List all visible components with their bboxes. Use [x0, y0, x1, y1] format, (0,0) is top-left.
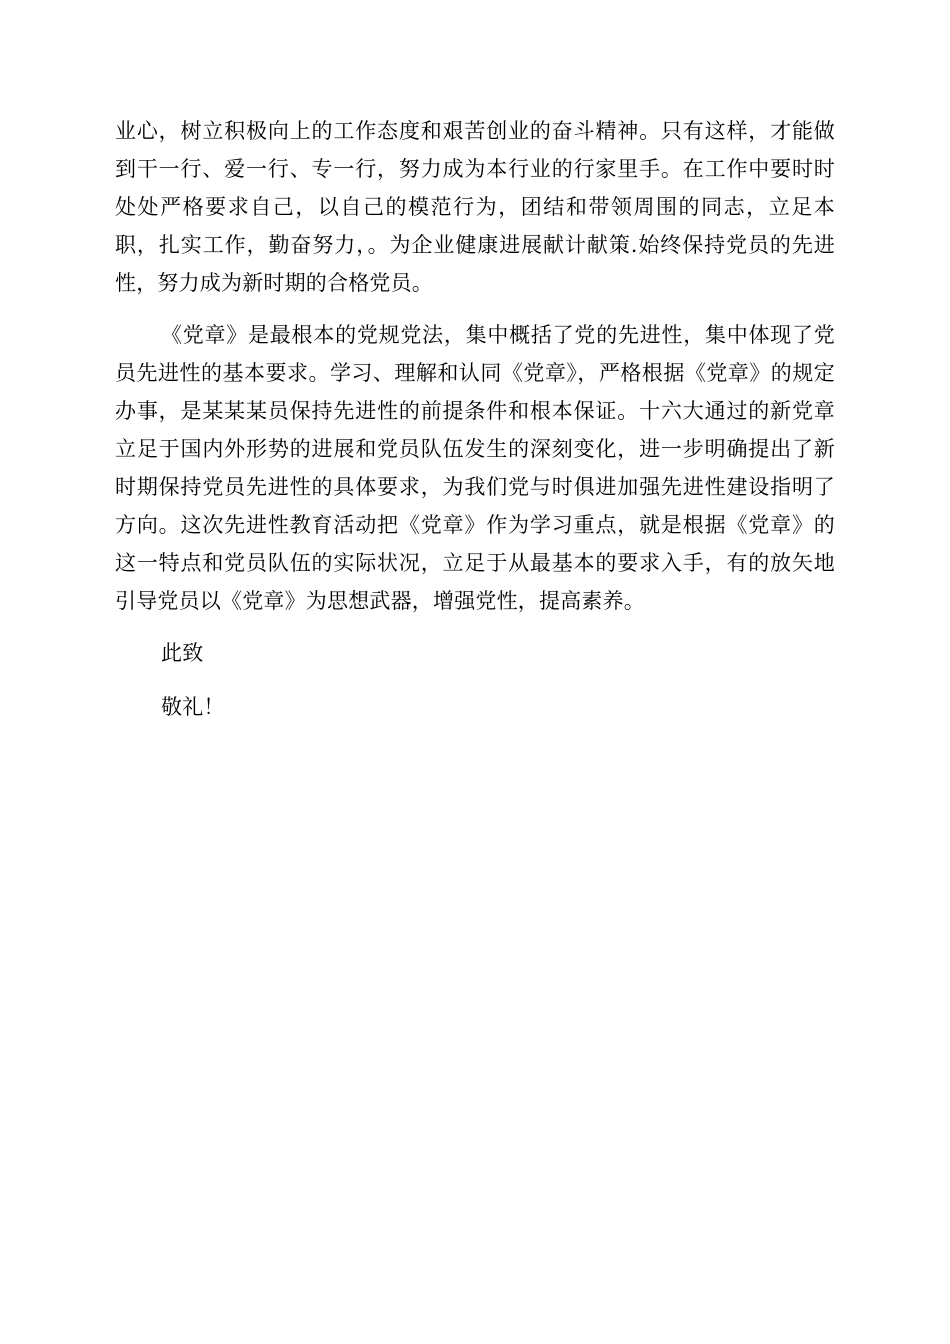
document-body [115, 112, 835, 726]
closing-regards: 敬礼！ [161, 695, 225, 719]
paragraph-party-constitution: 《党章》是最根本的党规党法，集中概括了党的先进性，集中体现了党员先进性的基本要求。学习、理解和认同《党章》，严格根据《党章》的规定办事，是某某某员保持先进性的前提条件和根本保证。十六大通过的新党章立足于国内外形势的进展和党员队伍发生的深刻变化，进一步明确提出了新时期保持党员先进性的具体要求，为我们党与时俱进加强先进性建设指明了方向。这次先进性教育活动把《党章》作为学习重点，就是根据《党章》的这一特点和党员队伍的实际状况，立足于从最基本的要求入手，有的放矢地引导党员以《党章》为思想武器，增强党性，提高素养。 [115, 323, 835, 613]
closing-salutation: 此致 [161, 641, 204, 665]
paragraph-continuation: 业心，树立积极向上的工作态度和艰苦创业的奋斗精神。只有这样，才能做到干一行、爱一行、专一行，努力成为本行业的行家里手。在工作中要时时处处严格要求自己，以自己的模范行为，团结和带领周围的同志，立足本职，扎实工作，勤奋努力，。为企业健康进展献计献策.始终保持党员的先进性，努力成为新时期的合格党员。 [115, 119, 835, 295]
